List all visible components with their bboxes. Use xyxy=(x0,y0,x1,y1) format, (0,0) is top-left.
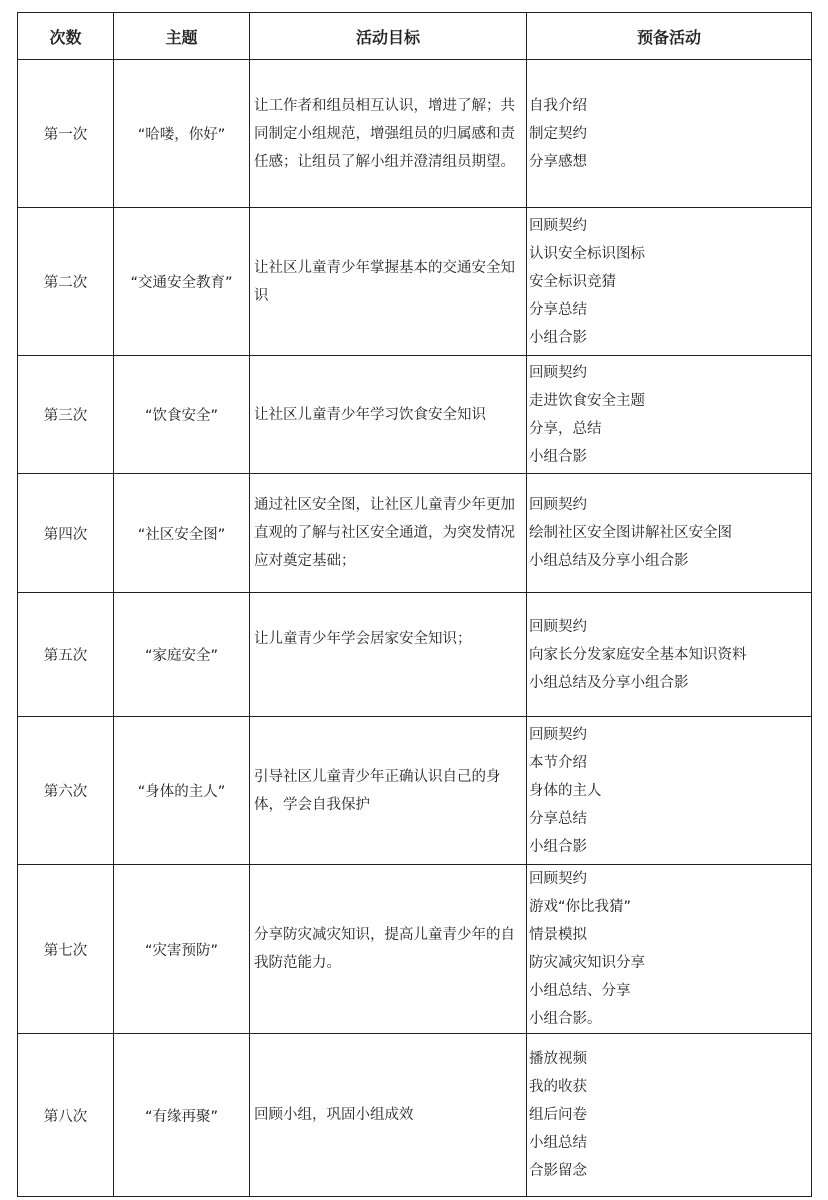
table-row xyxy=(18,208,812,356)
activity-item: 小组总结、分享 xyxy=(529,983,631,999)
activity-item: 防灾减灾知识分享 xyxy=(529,955,645,971)
activity-item: 回顾契约 xyxy=(529,618,587,635)
activity-item: 安全标识竞猜 xyxy=(529,273,616,290)
table-row xyxy=(18,60,812,208)
activity-item: 播放视频 xyxy=(529,1051,587,1067)
topic-cell: “哈喽，你好” xyxy=(114,60,250,208)
activity-item: 组后问卷 xyxy=(529,1107,587,1123)
activities-cell xyxy=(527,60,812,208)
activity-item: 小组总结及分享小组合影 xyxy=(529,674,689,691)
activity-item: 小组总结 xyxy=(529,1135,587,1151)
topic-cell: “家庭安全” xyxy=(114,593,250,717)
session-cell: 第六次 xyxy=(18,717,114,865)
activity-item: 身体的主人 xyxy=(529,782,602,799)
table-row xyxy=(18,865,812,1034)
activities-cell xyxy=(527,356,812,474)
session-cell: 第一次 xyxy=(18,60,114,208)
activity-item: 向家长分发家庭安全基本知识资料 xyxy=(529,646,747,663)
activity-item: 分享，总结 xyxy=(529,420,602,437)
activity-item: 认识安全标识图标 xyxy=(529,245,645,262)
header-session: 次数 xyxy=(18,13,114,60)
table-row xyxy=(18,717,812,865)
activity-item: 分享总结 xyxy=(529,810,587,827)
topic-cell: “灾害预防” xyxy=(114,865,250,1034)
goal-cell: 让社区儿童青少年学习饮食安全知识 xyxy=(250,356,527,474)
activity-item: 分享总结 xyxy=(529,301,587,318)
goal-cell: 让工作者和组员相互认识，增进了解；共同制定小组规范，增强组员的归属感和责任感；让组员了解小组并澄清组员期望。 xyxy=(250,60,527,208)
goal-cell: 分享防灾减灾知识，提高儿童青少年的自我防范能力。 xyxy=(250,865,527,1034)
activity-item: 游戏“你比我猜” xyxy=(529,899,632,915)
activities-cell xyxy=(527,474,812,593)
activity-item: 合影留念 xyxy=(529,1163,587,1179)
table-row xyxy=(18,593,812,717)
activity-item: 本节介绍 xyxy=(529,754,587,771)
topic-cell: “交通安全教育” xyxy=(114,208,250,356)
activities-cell xyxy=(527,1034,812,1197)
topic-cell: “饮食安全” xyxy=(114,356,250,474)
activity-item: 制定契约 xyxy=(529,125,587,142)
session-cell: 第三次 xyxy=(18,356,114,474)
session-cell: 第五次 xyxy=(18,593,114,717)
goal-cell: 通过社区安全图，让社区儿童青少年更加直观的了解与社区安全通道，为突发情况应对奠定基础； xyxy=(250,474,527,593)
goal-cell: 让儿童青少年学会居家安全知识； xyxy=(250,593,527,717)
activity-item: 小组总结及分享小组合影 xyxy=(529,553,689,569)
activities-cell xyxy=(527,208,812,356)
session-cell: 第八次 xyxy=(18,1034,114,1197)
session-plan-table xyxy=(17,12,812,1197)
goal-cell: 回顾小组，巩固小组成效 xyxy=(250,1034,527,1197)
activities-cell xyxy=(527,865,812,1034)
activity-item: 小组合影 xyxy=(529,448,587,465)
activity-item: 回顾契约 xyxy=(529,726,587,743)
activity-item: 回顾契约 xyxy=(529,364,587,381)
table-row xyxy=(18,474,812,593)
activities-cell xyxy=(527,593,812,717)
activity-item: 回顾契约 xyxy=(529,871,587,887)
topic-cell: “有缘再聚” xyxy=(114,1034,250,1197)
goal-cell: 引导社区儿童青少年正确认识自己的身体，学会自我保护 xyxy=(250,717,527,865)
activity-item: 小组合影。 xyxy=(529,1011,602,1027)
table-row xyxy=(18,356,812,474)
header-activities: 预备活动 xyxy=(527,13,812,60)
activities-cell xyxy=(527,717,812,865)
activity-item: 自我介绍 xyxy=(529,97,587,114)
topic-cell: “社区安全图” xyxy=(114,474,250,593)
header-topic: 主题 xyxy=(114,13,250,60)
activity-item: 绘制社区安全图讲解社区安全图 xyxy=(529,525,732,541)
header-goal: 活动目标 xyxy=(250,13,527,60)
activity-item: 情景模拟 xyxy=(529,927,587,943)
activity-item: 走进饮食安全主题 xyxy=(529,392,645,409)
table-header-row xyxy=(18,13,812,60)
session-cell: 第四次 xyxy=(18,474,114,593)
session-cell: 第二次 xyxy=(18,208,114,356)
activity-item: 我的收获 xyxy=(529,1079,587,1095)
topic-cell: “身体的主人” xyxy=(114,717,250,865)
activity-item: 小组合影 xyxy=(529,329,587,346)
activity-item: 回顾契约 xyxy=(529,497,587,513)
activity-item: 回顾契约 xyxy=(529,217,587,234)
goal-cell: 让社区儿童青少年掌握基本的交通安全知识 xyxy=(250,208,527,356)
session-cell: 第七次 xyxy=(18,865,114,1034)
activity-item: 小组合影 xyxy=(529,838,587,855)
table-row xyxy=(18,1034,812,1197)
activity-item: 分享感想 xyxy=(529,153,587,170)
